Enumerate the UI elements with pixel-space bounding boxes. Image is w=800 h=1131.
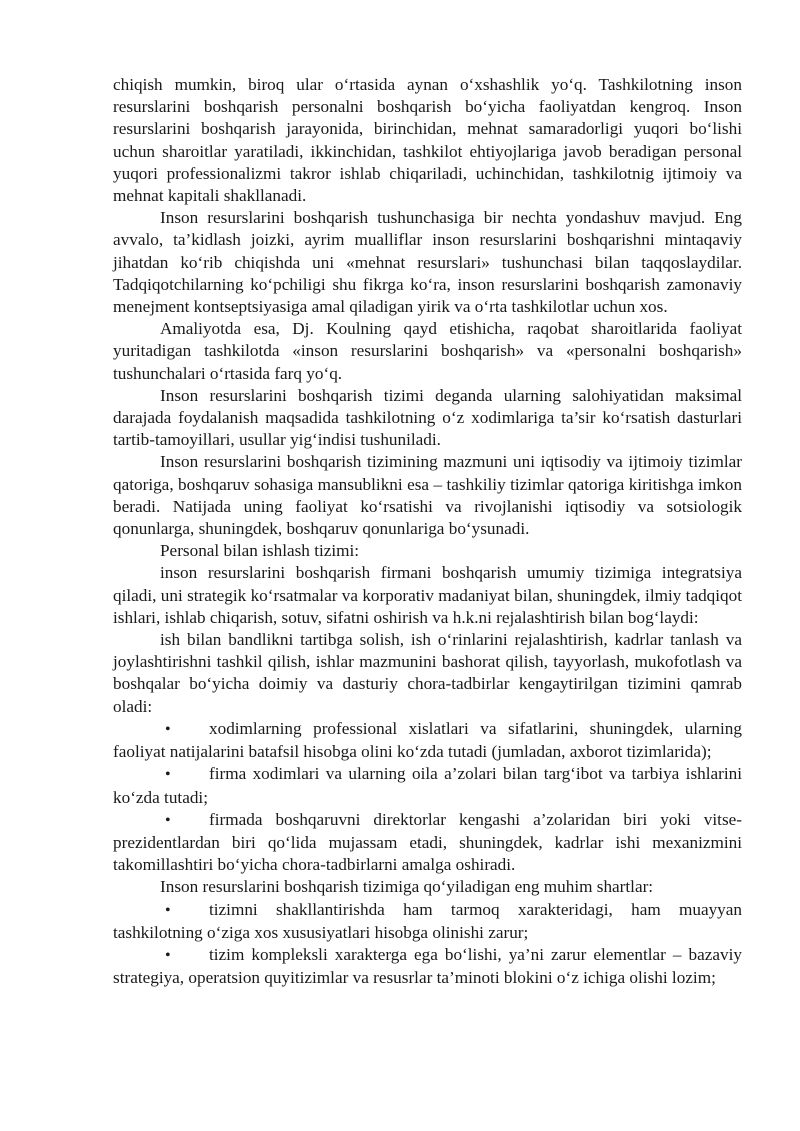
paragraph: Inson resurslarini boshqarish tizimiga qo‘yiladigan eng muhim shartlar:	[160, 877, 654, 897]
paragraph: ish bilan bandlikni tartibga solish, ish o‘rinlarini rejalashtirish, kadrlar tanlash va joylashtirishni tashkil qilish, ishlar mazmunini bashorat qilish, tayyorlash, mukofotlash va boshqalar bo‘yicha doimiy va dasturiy chora-tadbirlar kengaytirilgan tizimini qamrab oladi:	[113, 630, 742, 716]
bullet-item	[113, 718, 742, 763]
bullet-item	[113, 899, 742, 944]
paragraph: Inson resurslarini boshqarish tizimi deganda ularning salohiyatidan maksimal darajada foydalanish maqsadida tashkilotning o‘z xodimlariga ta’sir ko‘rsatish dasturlari tartib-tamoyillari, usullar yig‘indisi tushuniladi.	[113, 385, 742, 450]
bullet-icon: •	[165, 901, 171, 919]
bullet-text: xodimlarning professional xislatlari va sifatlarini, shuningdek, ularning faoliyat natijalarini batafsil hisobga olini ko‘zda tutadi (jumladan, axborot tizimlarida);	[113, 718, 742, 762]
bullet-item	[113, 763, 742, 808]
bullet-icon: •	[165, 766, 171, 784]
paragraph: inson resurslarini boshqarish firmani boshqarish umumiy tizimiga integratsiya qiladi, uni strategik ko‘rsatmalar va korporativ madaniyat bilan, shuningdek, ilmiy tadqiqot ishlari, ishlab chiqarish, sotuv, sifatni oshirish va h.k.ni rejalashtirish bilan bog‘laydi:	[113, 563, 742, 627]
bullet-item	[113, 944, 742, 989]
bullet-text: tizimni shakllantirishda ham tarmoq xarakteridagi, ham muayyan tashkilotning o‘ziga xos xususiyatlari hisobga olinishi zarur;	[113, 899, 742, 942]
paragraph: Inson resurslarini boshqarish tushunchasiga bir nechta yondashuv mavjud. Eng avvalo, ta’kidlash joizki, ayrim mualliflar inson resurslarini boshqarishni mintaqaviy jihatdan ko‘rib chiqishda uni «mehnat resurslari» tushunchasi bilan taqqoslaydilar. Tadqiqotchilarning ko‘pchiligi shu fikrga ko‘ra, inson resurslarini boshqarish zamonaviy menejment kontseptsiyasiga amal qiladigan yirik va o‘rta tashkilotlar uchun xos.	[113, 208, 742, 317]
paragraph: Personal bilan ishlash tizimi:	[160, 541, 360, 561]
paragraph: Inson resurslarini boshqarish tizimining mazmuni uni iqtisodiy va ijtimoiy tizimlar qatoriga, boshqaruv sohasiga mansublikni esa – tashkiliy tizimlar qatoriga kiritishga imkon beradi. Natijada uning faoliyat ko‘rsatishi va rivojlanishi iqtisodiy va sotsiologik qonunlarga, shuningdek, boshqaruv qonunlariga bo‘ysunadi.	[113, 452, 742, 539]
bullet-item	[113, 809, 742, 877]
document-page	[113, 74, 742, 989]
paragraph: Amaliyotda esa, Dj. Koulning qayd etishicha, raqobat sharoitlarida faoliyat yuritadigan tashkilotda «inson resurslarini boshqarish» va «personalni boshqarish» tushunchalari o‘rtasida farq yo‘q.	[113, 319, 742, 383]
bullet-text: tizim kompleksli xarakterga ega bo‘lishi, ya’ni zarur elementlar – bazaviy strategiya, operatsion quyitizimlar va resusrlar ta’minoti blokini o‘z ichiga olishi lozim;	[113, 944, 742, 988]
bullet-text: firmada boshqaruvni direktorlar kengashi a’zolaridan biri yoki vitse-prezidentlardan biri qo‘lida mujassam etadi, shuningdek, kadrlar ishi mexanizmini takomillashtiri bo‘yicha chora-tadbirlarni amalga oshiradi.	[113, 809, 742, 875]
paragraph: chiqish mumkin, biroq ular o‘rtasida aynan o‘xshashlik yo‘q. Tashkilotning inson resurslarini boshqarish personalni boshqarish bo‘yicha faoliyatdan kengroq. Inson resurslarini boshqarish jarayonida, birinchidan, mehnat samaradorligi yuqori bo‘lishi uchun sharoitlar yaratiladi, ikkinchidan, tashkilot ehtiyojlariga javob beradigan personal yuqori professionalizmi takror ishlab chiqariladi, uchinchidan, tashkilotnig ijtimoiy va mehnat kapitali shakllanadi.	[113, 75, 742, 206]
bullet-icon: •	[165, 811, 171, 829]
bullet-icon: •	[165, 720, 171, 738]
bullet-text: firma xodimlari va ularning oila a’zolari bilan targ‘ibot va tarbiya ishlarini ko‘zda tutadi;	[113, 764, 742, 807]
bullet-icon: •	[165, 946, 171, 964]
